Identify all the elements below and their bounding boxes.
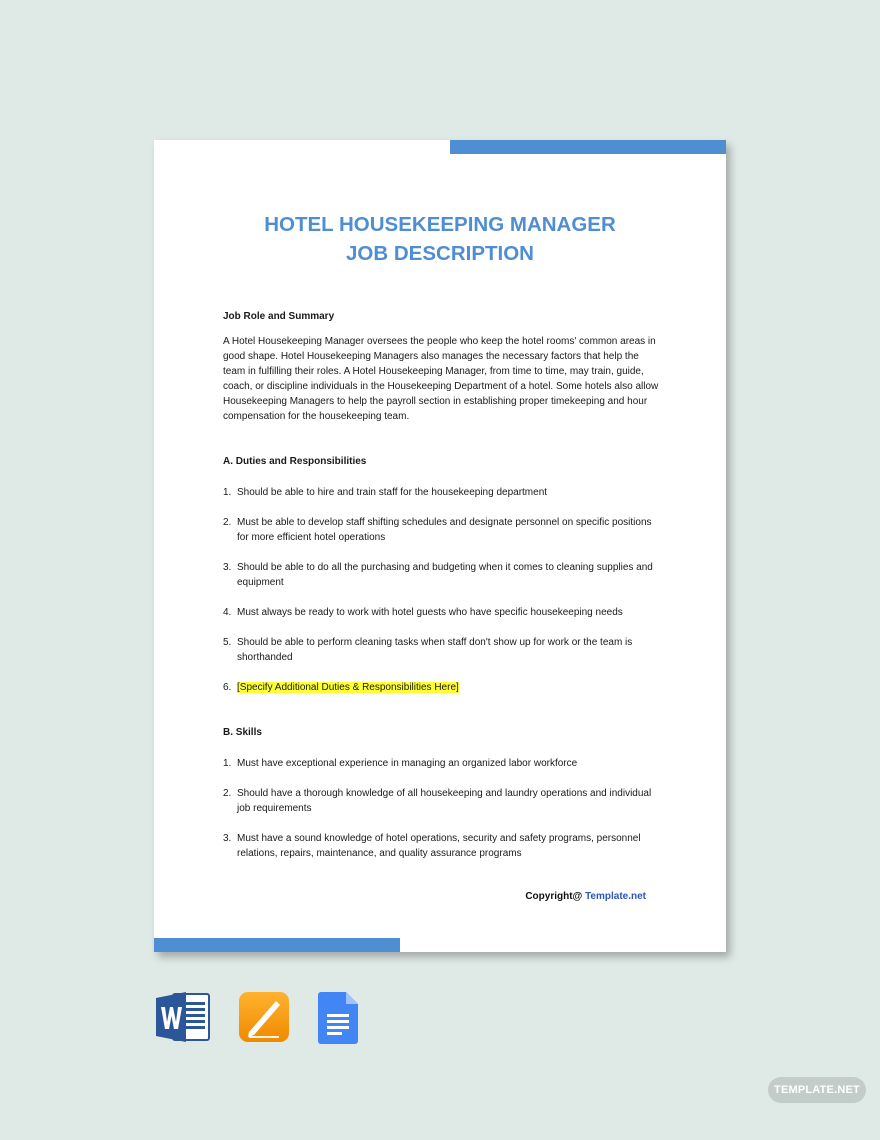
copyright-prefix: Copyright@ — [525, 891, 586, 902]
duties-list — [223, 485, 663, 695]
list-item — [223, 680, 663, 695]
list-item — [223, 605, 663, 620]
title-line-1: HOTEL HOUSEKEEPING MANAGER — [264, 213, 616, 236]
list-text: Must have a sound knowledge of hotel operations, security and safety programs, personnel relations, repairs, maintenance, and quality assurance programs — [237, 833, 641, 859]
top-accent-bar — [450, 140, 726, 154]
list-text: Should be able to hire and train staff for the housekeeping department — [237, 487, 548, 498]
summary-text: A Hotel Housekeeping Manager oversees the people who keep the hotel rooms' common areas in good shape. Hotel Housekeeping Managers also manages the necessary factors that help the team in fulfilling their roles. A Hotel Housekeeping Manager, from time to time, may train, guide, coach, or discipline individuals in the Housekeeping Department of a hotel. Some hotels also allow Housekeeping Managers to help the payroll section in establishing proper timekeeping and hour compensation for the housekeeping team. — [223, 336, 659, 422]
pages-icon[interactable] — [239, 992, 289, 1042]
list-number: 4. — [223, 607, 232, 618]
skills-heading: B. Skills — [223, 727, 262, 738]
list-number: 2. — [223, 517, 232, 528]
copyright-line — [525, 890, 646, 904]
list-number: 1. — [223, 758, 232, 769]
list-item — [223, 756, 663, 771]
list-text: Should be able to do all the purchasing and budgeting when it comes to cleaning supplies and equipment — [237, 562, 653, 588]
list-text: Should have a thorough knowledge of all housekeeping and laundry operations and individual job requirements — [237, 788, 652, 814]
list-item — [223, 831, 663, 861]
list-text: Should be able to perform cleaning tasks when staff don't show up for work or the team is shorthanded — [237, 637, 633, 663]
placeholder-highlight[interactable]: [Specify Additional Duties & Responsibilities Here] — [237, 682, 459, 693]
list-item — [223, 786, 663, 816]
list-number: 6. — [223, 682, 232, 693]
list-text: Must have exceptional experience in managing an organized labor workforce — [237, 758, 578, 769]
list-number: 3. — [223, 562, 232, 573]
list-number: 3. — [223, 833, 232, 844]
template-net-badge[interactable]: TEMPLATE.NET — [768, 1077, 866, 1103]
title-line-2: JOB DESCRIPTION — [346, 242, 534, 265]
copyright-link[interactable]: Template.net — [585, 891, 646, 902]
document-page — [154, 140, 726, 952]
document-title — [154, 210, 726, 268]
document-body — [223, 309, 663, 861]
list-number: 5. — [223, 637, 232, 648]
list-text: Must always be ready to work with hotel guests who have specific housekeeping needs — [237, 607, 623, 618]
duties-heading: A. Duties and Responsibilities — [223, 456, 367, 467]
list-number: 2. — [223, 788, 232, 799]
summary-heading: Job Role and Summary — [223, 311, 335, 322]
list-item — [223, 560, 663, 590]
list-item — [223, 635, 663, 665]
google-docs-icon[interactable] — [318, 992, 358, 1044]
list-number: 1. — [223, 487, 232, 498]
bottom-accent-bar — [154, 938, 400, 952]
list-item — [223, 515, 663, 545]
list-text: Must be able to develop staff shifting schedules and designate personnel on specific positions for more efficient hotel operations — [237, 517, 652, 543]
list-item — [223, 485, 663, 500]
skills-list — [223, 756, 663, 861]
word-icon[interactable] — [156, 992, 210, 1042]
